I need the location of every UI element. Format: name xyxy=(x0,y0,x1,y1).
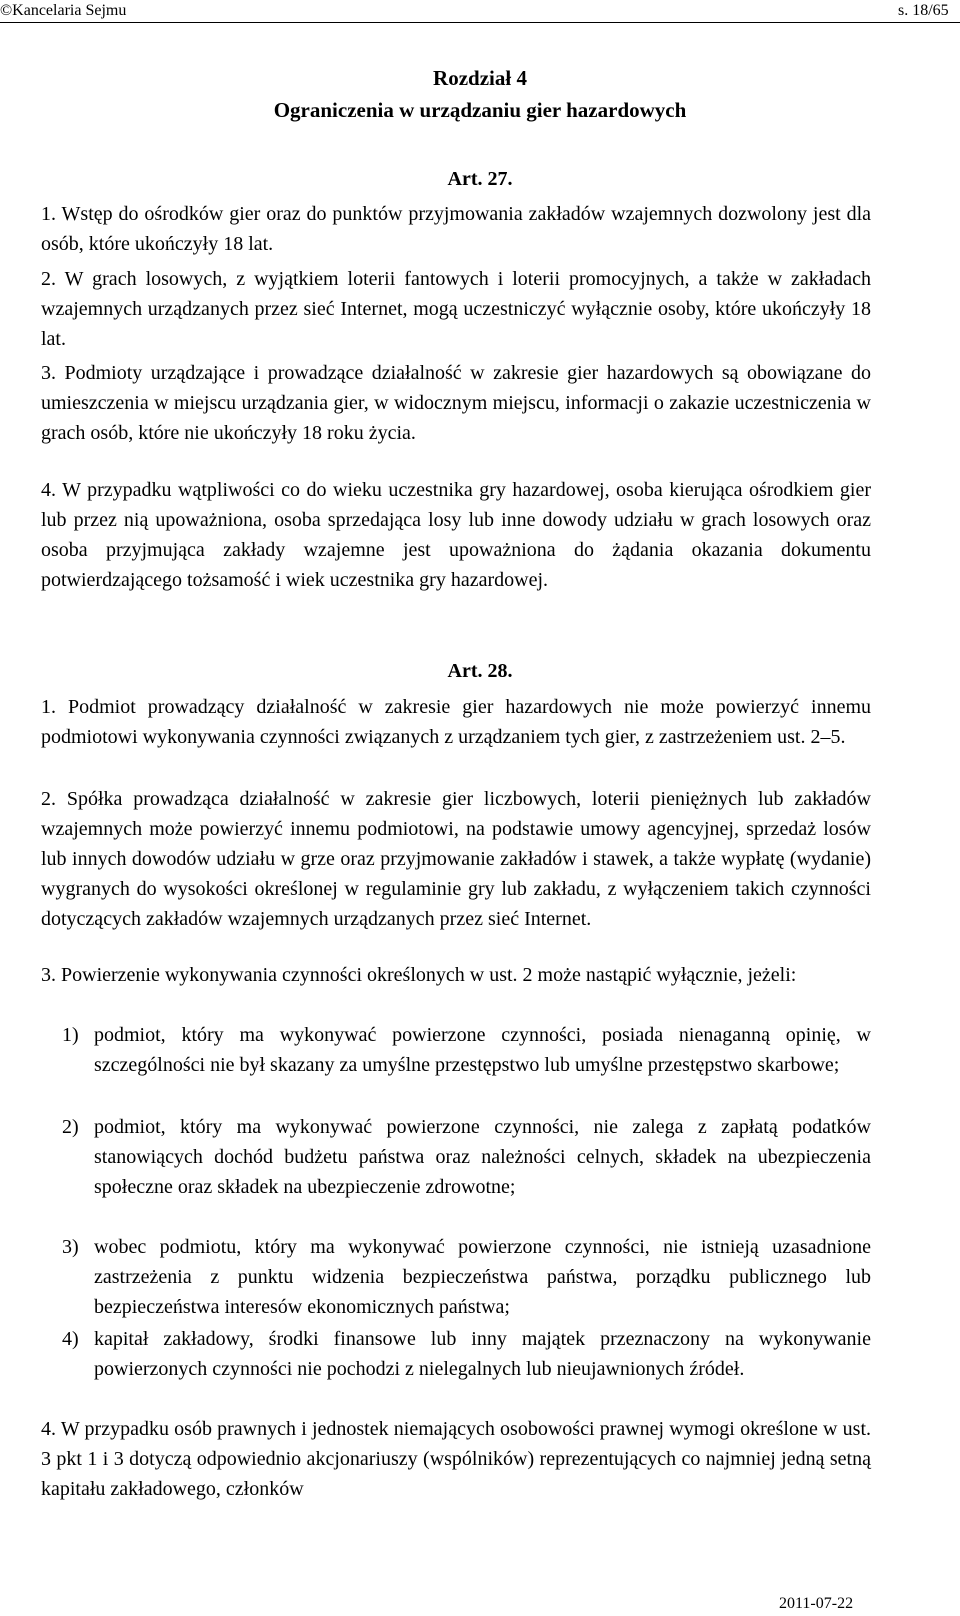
art27-paragraph-3: 3. Podmioty urządzające i prowadzące działalność w zakresie gier hazardowych są obowiązane do umieszczenia w miejscu urządzania gier, w widocznym miejscu, informacji o zakazie uczestniczenia w grach osób, które nie ukończyły 18 roku życia. xyxy=(41,362,871,444)
art27-paragraph-1: 1. Wstęp do ośrodków gier oraz do punktów przyjmowania zakładów wzajemnych dozwolony jest dla osób, które ukończyły 18 lat. xyxy=(41,203,871,255)
list-item-text: podmiot, który ma wykonywać powierzone czynności, nie zalega z zapłatą podatków stanowiących dochód budżetu państwa oraz należności celnych, składek na ubezpieczenia społeczne oraz składek na ubezpieczenie zdrowotne; xyxy=(94,1116,871,1198)
list-item-number: 2) xyxy=(62,1116,79,1138)
page-number: s. 18/65 xyxy=(898,2,949,19)
list-item xyxy=(41,1324,871,1384)
art28-paragraph-1: 1. Podmiot prowadzący działalność w zakresie gier hazardowych nie może powierzyć innemu podmiotowi wykonywania czynności związanych z urządzaniem tych gier, z zastrzeżeniem ust. 2–5. xyxy=(41,696,871,748)
art27-paragraph-2: 2. W grach losowych, z wyjątkiem loterii fantowych i loterii promocyjnych, a także w zakładach wzajemnych urządzanych przez sieć Internet, mogą uczestniczyć wyłącznie osoby, które ukończyły 18 lat. xyxy=(41,268,871,350)
chapter-number: Rozdział 4 xyxy=(433,66,527,90)
list-item-text: podmiot, który ma wykonywać powierzone czynności, posiada nienaganną opinię, w szczególności nie był skazany za umyślne przestępstwo lub umyślne przestępstwo skarbowe; xyxy=(94,1024,871,1076)
art28-paragraph-3: 3. Powierzenie wykonywania czynności określonych w ust. 2 może nastąpić wyłącznie, jeżeli: xyxy=(41,964,797,986)
art28-paragraph-4: 4. W przypadku osób prawnych i jednostek niemających osobowości prawnej wymogi określone w ust. 3 pkt 1 i 3 dotyczą odpowiednio akcjonariuszy (wspólników) reprezentujących co najmniej jedną setną kapitału zakładowego, członków xyxy=(41,1418,871,1500)
list-item xyxy=(41,1112,871,1202)
chapter-title: Ograniczenia w urządzaniu gier hazardowych xyxy=(273,98,687,122)
list-item-number: 3) xyxy=(62,1236,79,1258)
art28-paragraph-2: 2. Spółka prowadząca działalność w zakresie gier liczbowych, loterii pieniężnych lub zakładów wzajemnych może powierzyć innemu podmiotowi, na podstawie umowy agencyjnej, sprzedaż losów lub innych dowodów udziału w grze oraz przyjmowanie zakładów i stawek, a także wypłatę (wydanie) wygranych do wysokości określonej w regulaminie gry lub zakładu, z wyłączeniem takich czynności dotyczących zakładów wzajemnych urządzanych przez sieć Internet. xyxy=(41,788,871,930)
list-item-number: 1) xyxy=(62,1024,79,1046)
list-item xyxy=(41,1020,871,1080)
list-item-number: 4) xyxy=(62,1328,79,1350)
article-28-heading: Art. 28. xyxy=(447,660,513,682)
list-item xyxy=(41,1232,871,1322)
header-divider xyxy=(0,22,960,23)
list-item-text: wobec podmiotu, który ma wykonywać powierzone czynności, nie istnieją uzasadnione zastrzeżenia z punktu widzenia bezpieczeństwa państwa, porządku publicznego lub bezpieczeństwa interesów ekonomicznych państwa; xyxy=(94,1236,871,1318)
list-item-text: kapitał zakładowy, środki finansowe lub inny majątek przeznaczony na wykonywanie powierzonych czynności nie pochodzi z nielegalnych lub nieujawnionych źródeł. xyxy=(94,1328,871,1380)
article-27-heading: Art. 27. xyxy=(447,168,513,190)
page-header xyxy=(0,0,960,22)
copyright-label: ©Kancelaria Sejmu xyxy=(0,2,127,19)
document-date: 2011-07-22 xyxy=(779,1595,854,1612)
art27-paragraph-4: 4. W przypadku wątpliwości co do wieku uczestnika gry hazardowej, osoba kierująca ośrodkiem gier lub przez nią upoważniona, osoba sprzedająca losy lub inne dowody udziału w grach losowych oraz osoba przyjmująca zakłady wzajemne jest upoważniona do żądania okazania dokumentu potwierdzającego tożsamość i wiek uczestnika gry hazardowej. xyxy=(41,479,871,591)
